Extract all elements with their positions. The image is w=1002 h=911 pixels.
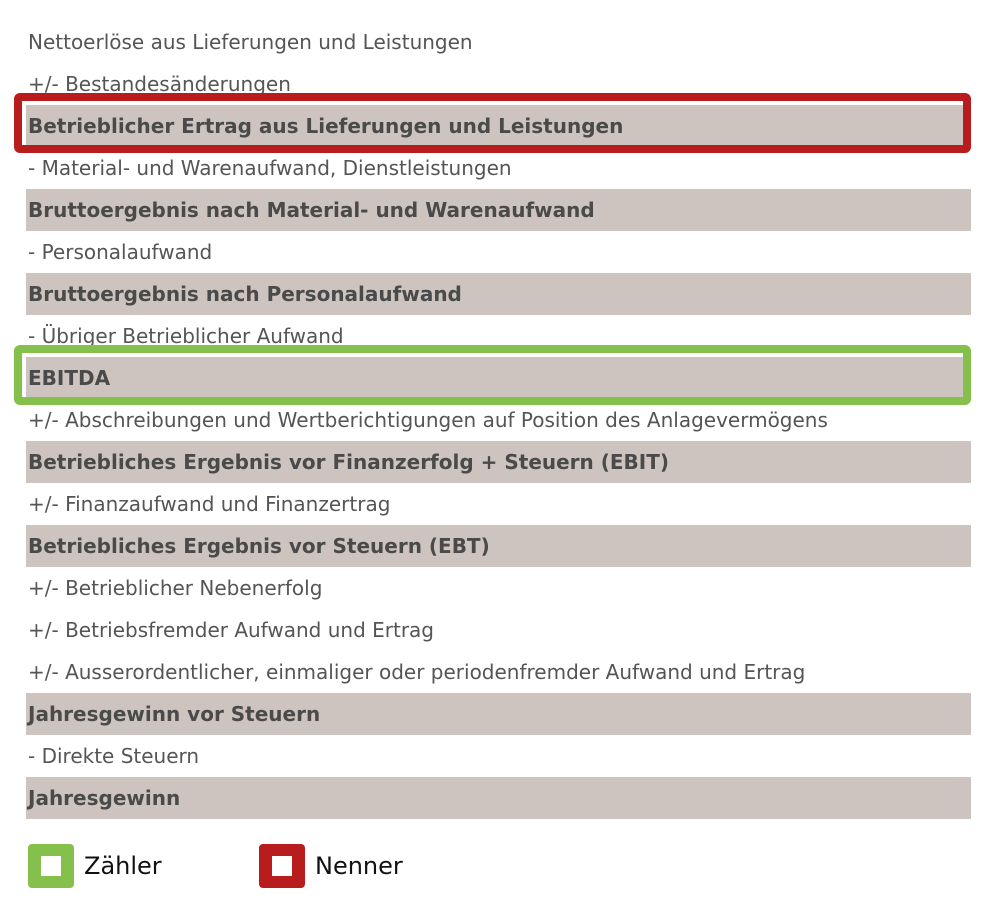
income-statement xyxy=(26,21,971,819)
statement-row: Betriebliches Ergebnis vor Finanzerfolg + Steuern (EBIT) xyxy=(26,441,971,483)
statement-row: +/- Bestandesänderungen xyxy=(28,72,291,96)
statement-row: +/- Betrieblicher Nebenerfolg xyxy=(28,576,323,600)
statement-row: Nettoerlöse aus Lieferungen und Leistungen xyxy=(28,30,473,54)
statement-row: +/- Finanzaufwand und Finanzertrag xyxy=(28,492,391,516)
numerator-swatch-icon xyxy=(28,844,74,888)
statement-row: - Übriger Betrieblicher Aufwand xyxy=(28,324,344,348)
legend-label-numerator: Zähler xyxy=(84,852,162,880)
statement-row: Betriebliches Ergebnis vor Steuern (EBT) xyxy=(26,525,971,567)
legend-item-numerator xyxy=(28,843,162,889)
statement-row: - Material- und Warenaufwand, Dienstleistungen xyxy=(28,156,512,180)
legend-item-denominator xyxy=(259,843,403,889)
statement-row: - Personalaufwand xyxy=(28,240,213,264)
statement-row: EBITDA xyxy=(26,357,971,399)
legend-label-denominator: Nenner xyxy=(315,852,403,880)
statement-row: +/- Betriebsfremder Aufwand und Ertrag xyxy=(28,618,434,642)
statement-row: - Direkte Steuern xyxy=(28,744,200,768)
statement-row: Jahresgewinn xyxy=(26,777,971,819)
statement-row: Bruttoergebnis nach Material- und Warenaufwand xyxy=(26,189,971,231)
statement-row: Bruttoergebnis nach Personalaufwand xyxy=(26,273,971,315)
denominator-swatch-icon xyxy=(259,844,305,888)
statement-row: +/- Abschreibungen und Wertberichtigungen auf Position des Anlagevermögens xyxy=(28,408,828,432)
statement-row: Betrieblicher Ertrag aus Lieferungen und Leistungen xyxy=(26,105,971,147)
statement-row: Jahresgewinn vor Steuern xyxy=(26,693,971,735)
statement-row: +/- Ausserordentlicher, einmaliger oder periodenfremder Aufwand und Ertrag xyxy=(28,660,806,684)
